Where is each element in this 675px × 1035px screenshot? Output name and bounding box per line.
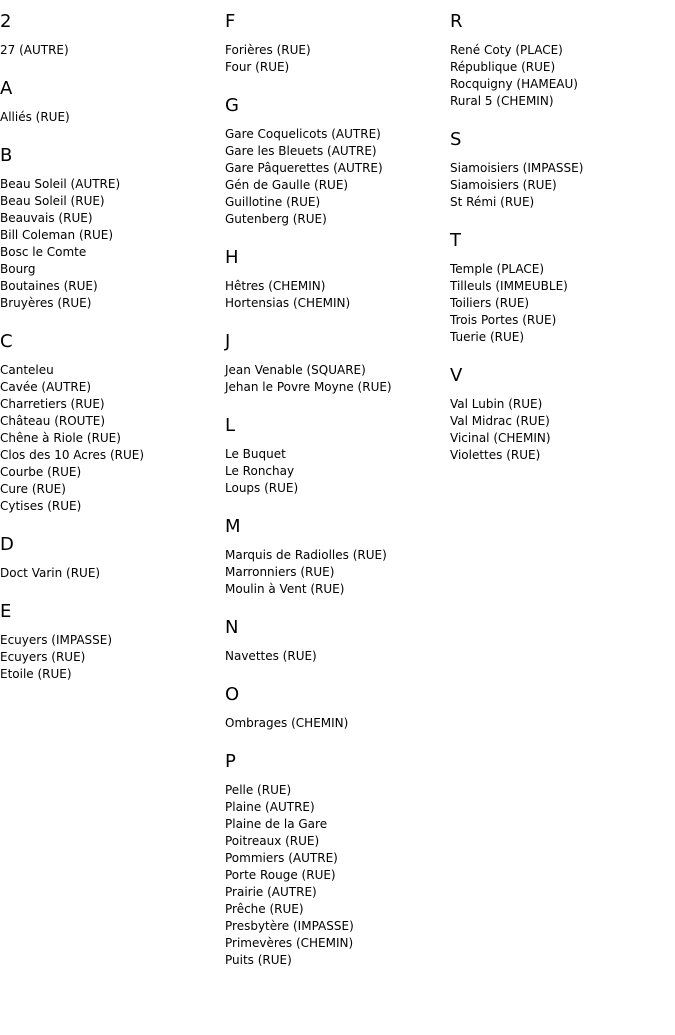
letter-heading: B	[0, 145, 13, 166]
street-item: Val Lubin (RUE)	[450, 397, 543, 411]
letter-heading: D	[0, 534, 14, 555]
letter-heading: H	[225, 247, 239, 268]
letter-group	[450, 128, 675, 211]
letter-heading: V	[450, 365, 463, 386]
street-item: Puits (RUE)	[225, 953, 292, 967]
street-list	[225, 362, 450, 396]
letter-group	[0, 77, 225, 126]
letter-heading: L	[225, 415, 236, 436]
street-item: Guillotine (RUE)	[225, 195, 321, 209]
street-item: Jean Venable (SQUARE)	[225, 363, 366, 377]
street-item: 27 (AUTRE)	[0, 43, 69, 57]
street-list	[450, 396, 675, 464]
street-list	[450, 261, 675, 346]
street-item: Gutenberg (RUE)	[225, 212, 327, 226]
street-list	[450, 160, 675, 211]
street-item: Poitreaux (RUE)	[225, 834, 320, 848]
letter-group	[450, 364, 675, 464]
street-item: Bruyères (RUE)	[0, 296, 92, 310]
street-item: Cytises (RUE)	[0, 499, 82, 513]
letter-group	[225, 750, 450, 969]
street-item: Vicinal (CHEMIN)	[450, 431, 551, 445]
street-item: Plaine de la Gare	[225, 817, 328, 831]
street-item: Tuerie (RUE)	[450, 330, 525, 344]
street-item: Porte Rouge (RUE)	[225, 868, 336, 882]
street-item: Beau Soleil (AUTRE)	[0, 177, 121, 191]
letter-group	[450, 10, 675, 110]
street-item: Chêne à Riole (RUE)	[0, 431, 121, 445]
index-column-2	[225, 10, 450, 987]
letter-heading: E	[0, 601, 12, 622]
street-item: Loups (RUE)	[225, 481, 299, 495]
letter-group	[225, 246, 450, 312]
street-item: Courbe (RUE)	[0, 465, 82, 479]
letter-group	[225, 616, 450, 665]
street-list	[225, 42, 450, 76]
index-column-3	[450, 10, 675, 482]
street-item: Château (ROUTE)	[0, 414, 106, 428]
letter-heading: J	[225, 331, 231, 352]
letter-group	[0, 10, 225, 59]
street-item: Rocquigny (HAMEAU)	[450, 77, 578, 91]
letter-heading: M	[225, 516, 241, 537]
letter-heading: G	[225, 95, 239, 116]
street-item: Marquis de Radiolles (RUE)	[225, 548, 387, 562]
street-item: Moulin à Vent (RUE)	[225, 582, 345, 596]
street-list	[450, 42, 675, 110]
street-list	[225, 446, 450, 497]
letter-group	[225, 683, 450, 732]
letter-heading: T	[450, 230, 461, 251]
street-item: Ecuyers (RUE)	[0, 650, 86, 664]
street-item: Navettes (RUE)	[225, 649, 317, 663]
street-list	[0, 109, 225, 126]
street-list	[0, 42, 225, 59]
street-item: Gén de Gaulle (RUE)	[225, 178, 349, 192]
street-item: Rural 5 (CHEMIN)	[450, 94, 554, 108]
street-list	[0, 565, 225, 582]
street-item: Plaine (AUTRE)	[225, 800, 315, 814]
street-item: Gare Pâquerettes (AUTRE)	[225, 161, 383, 175]
street-item: Ombrages (CHEMIN)	[225, 716, 349, 730]
street-item: Gare Coquelicots (AUTRE)	[225, 127, 381, 141]
letter-group	[0, 330, 225, 515]
street-item: Doct Varin (RUE)	[0, 566, 101, 580]
street-item: Hêtres (CHEMIN)	[225, 279, 326, 293]
letter-heading: N	[225, 617, 239, 638]
street-item: Marronniers (RUE)	[225, 565, 335, 579]
street-item: Charretiers (RUE)	[0, 397, 105, 411]
street-list	[0, 632, 225, 683]
street-item: Forières (RUE)	[225, 43, 311, 57]
letter-heading: C	[0, 331, 13, 352]
street-item: Beauvais (RUE)	[0, 211, 93, 225]
letter-group	[0, 144, 225, 312]
letter-group	[0, 533, 225, 582]
letter-heading: R	[450, 11, 463, 32]
letter-heading: A	[0, 78, 13, 99]
street-item: Four (RUE)	[225, 60, 290, 74]
street-item: Prairie (AUTRE)	[225, 885, 317, 899]
street-item: Tilleuls (IMMEUBLE)	[450, 279, 568, 293]
street-item: Pelle (RUE)	[225, 783, 292, 797]
letter-group	[225, 515, 450, 598]
street-item: Beau Soleil (RUE)	[0, 194, 105, 208]
street-item: Toiliers (RUE)	[450, 296, 530, 310]
street-list	[225, 782, 450, 969]
letter-group	[450, 229, 675, 346]
street-item: Val Midrac (RUE)	[450, 414, 550, 428]
street-item: Siamoisiers (RUE)	[450, 178, 557, 192]
street-item: Primevères (CHEMIN)	[225, 936, 354, 950]
street-item: Canteleu	[0, 363, 54, 377]
street-item: Presbytère (IMPASSE)	[225, 919, 354, 933]
letter-heading: O	[225, 684, 240, 705]
street-item: Gare les Bleuets (AUTRE)	[225, 144, 377, 158]
street-item: Clos des 10 Acres (RUE)	[0, 448, 145, 462]
index-column-1	[0, 10, 225, 701]
street-list	[225, 715, 450, 732]
letter-group	[225, 94, 450, 228]
letter-heading: S	[450, 129, 462, 150]
street-list	[225, 547, 450, 598]
street-item: St Rémi (RUE)	[450, 195, 535, 209]
street-list	[0, 362, 225, 515]
street-item: Bourg	[0, 262, 36, 276]
letter-heading: 2	[0, 11, 12, 32]
street-item: Bill Coleman (RUE)	[0, 228, 114, 242]
street-item: Trois Portes (RUE)	[450, 313, 557, 327]
street-item: Hortensias (CHEMIN)	[225, 296, 351, 310]
street-item: Bosc le Comte	[0, 245, 87, 259]
letter-group	[225, 330, 450, 396]
street-item: Pommiers (AUTRE)	[225, 851, 338, 865]
street-item: Le Buquet	[225, 447, 286, 461]
street-list	[225, 648, 450, 665]
street-list	[0, 176, 225, 312]
street-item: Boutaines (RUE)	[0, 279, 98, 293]
street-item: Cure (RUE)	[0, 482, 66, 496]
street-list	[225, 126, 450, 228]
letter-heading: P	[225, 751, 236, 772]
street-item: République (RUE)	[450, 60, 556, 74]
street-item: Violettes (RUE)	[450, 448, 541, 462]
street-item: Alliés (RUE)	[0, 110, 70, 124]
street-item: Temple (PLACE)	[450, 262, 545, 276]
street-list	[225, 278, 450, 312]
street-item: Ecuyers (IMPASSE)	[0, 633, 113, 647]
letter-group	[225, 10, 450, 76]
letter-heading: F	[225, 11, 236, 32]
street-item: Etoile (RUE)	[0, 667, 72, 681]
street-item: Siamoisiers (IMPASSE)	[450, 161, 584, 175]
street-item: René Coty (PLACE)	[450, 43, 563, 57]
letter-group	[225, 414, 450, 497]
street-item: Cavée (AUTRE)	[0, 380, 92, 394]
street-item: Prêche (RUE)	[225, 902, 304, 916]
street-item: Jehan le Povre Moyne (RUE)	[225, 380, 392, 394]
street-item: Le Ronchay	[225, 464, 295, 478]
letter-group	[0, 600, 225, 683]
